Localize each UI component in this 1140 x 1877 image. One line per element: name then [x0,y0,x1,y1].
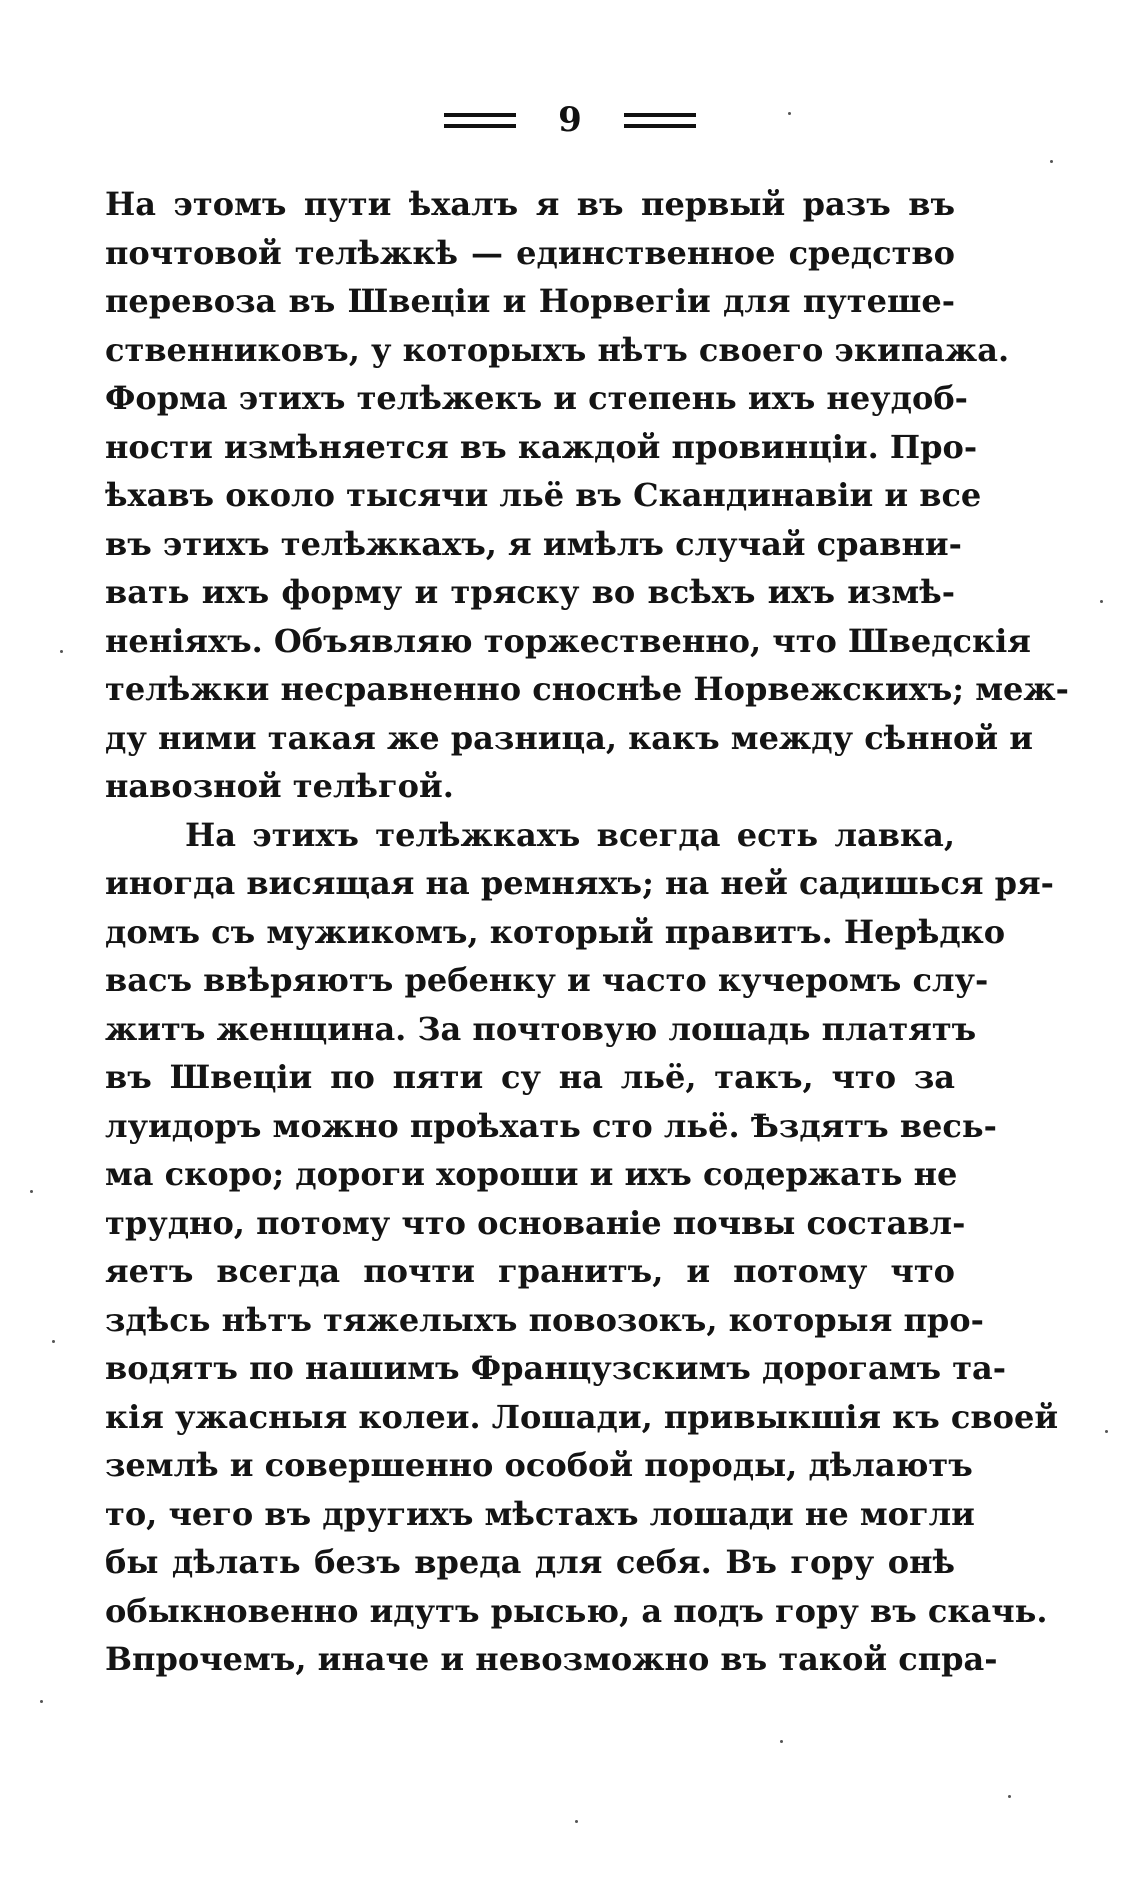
text-line: то, чего въ другихъ мѣстахъ лошади не могли [105,1494,975,1533]
text-line: перевоза въ Швеціи и Норвегіи для путеше- [105,282,955,320]
page-number: 9 [558,100,582,140]
scan-speck [1105,1430,1108,1433]
scan-speck [788,112,791,115]
scan-speck [1008,1795,1011,1798]
text-line: почтовой телѣжкѣ — единственное средство [105,233,955,272]
text-line: васъ ввѣряютъ ребенку и часто кучеромъ слу- [105,961,989,999]
scan-speck [1050,160,1053,163]
text-line: ственниковъ, у которыхъ нѣтъ своего экипажа. [105,330,1010,369]
scan-speck [60,650,63,653]
text-line: ности измѣняется въ каждой провинціи. Про- [105,427,978,466]
paragraph-1 [105,180,1069,811]
text-line: На этомъ пути ѣхалъ я въ первый разъ въ [105,185,955,223]
text-line: иногда висящая на ремняхъ; на ней садишься ря- [105,864,1054,902]
page-header [0,100,1140,140]
text-line: бы дѣлать безъ вреда для себя. Въ гору онѣ [105,1543,955,1581]
scan-speck [780,1740,783,1743]
text-line: кія ужасныя колеи. Лошади, привыкшія къ своей [105,1397,1059,1436]
decorative-rule-left [444,113,516,128]
text-line: ду ними такая же разница, какъ между сѣнной и [105,718,1033,757]
text-line: въ этихъ телѣжкахъ, я имѣлъ случай сравни- [105,524,962,563]
scan-speck [1100,600,1103,603]
text-line: навозной телѣгой. [105,767,454,805]
body-text [105,180,1069,1684]
text-line: водятъ по нашимъ Французскимъ дорогамъ та- [105,1349,1007,1387]
text-line: обыкновенно идутъ рысью, а подъ гору въ скачь. [105,1591,1048,1630]
text-line: ма скоро; дороги хороши и ихъ содержать не [105,1155,958,1193]
text-line: землѣ и совершенно особой породы, дѣлаютъ [105,1446,973,1484]
text-line: здѣсь нѣтъ тяжелыхъ повозокъ, которыя про- [105,1300,984,1339]
text-line: неніяхъ. Объявляю торжественно, что Шведскія [105,621,1031,660]
text-line: Впрочемъ, иначе и невозможно въ такой спра- [105,1640,998,1678]
text-line: ѣхавъ около тысячи льё въ Скандинавіи и все [105,476,982,514]
text-line: домъ съ мужикомъ, который правитъ. Нерѣдко [105,912,1006,951]
decorative-rule-right [624,113,696,128]
scan-speck [52,1340,55,1343]
paragraph-2 [105,811,1059,1684]
text-line: телѣжки несравненно сноснѣе Норвежскихъ; меж- [105,670,1069,708]
scan-speck [30,1190,33,1193]
text-line: вать ихъ форму и тряску во всѣхъ ихъ измѣ- [105,573,955,611]
text-line: житъ женщина. За почтовую лошадь платятъ [105,1009,977,1048]
text-line: луидоръ можно проѣхать сто льё. Ѣздятъ весь- [105,1106,997,1145]
text-line: Форма этихъ телѣжекъ и степень ихъ неудоб- [105,379,968,417]
scan-speck [40,1700,43,1703]
text-line: трудно, потому что основаніе почвы составл- [105,1203,966,1242]
text-line: яетъ всегда почти гранитъ, и потому что [105,1252,955,1290]
text-line: въ Швеціи по пяти су на льё, такъ, что за [105,1058,955,1096]
text-line: На этихъ телѣжкахъ всегда есть лавка, [185,815,955,854]
scan-speck [575,1820,578,1823]
